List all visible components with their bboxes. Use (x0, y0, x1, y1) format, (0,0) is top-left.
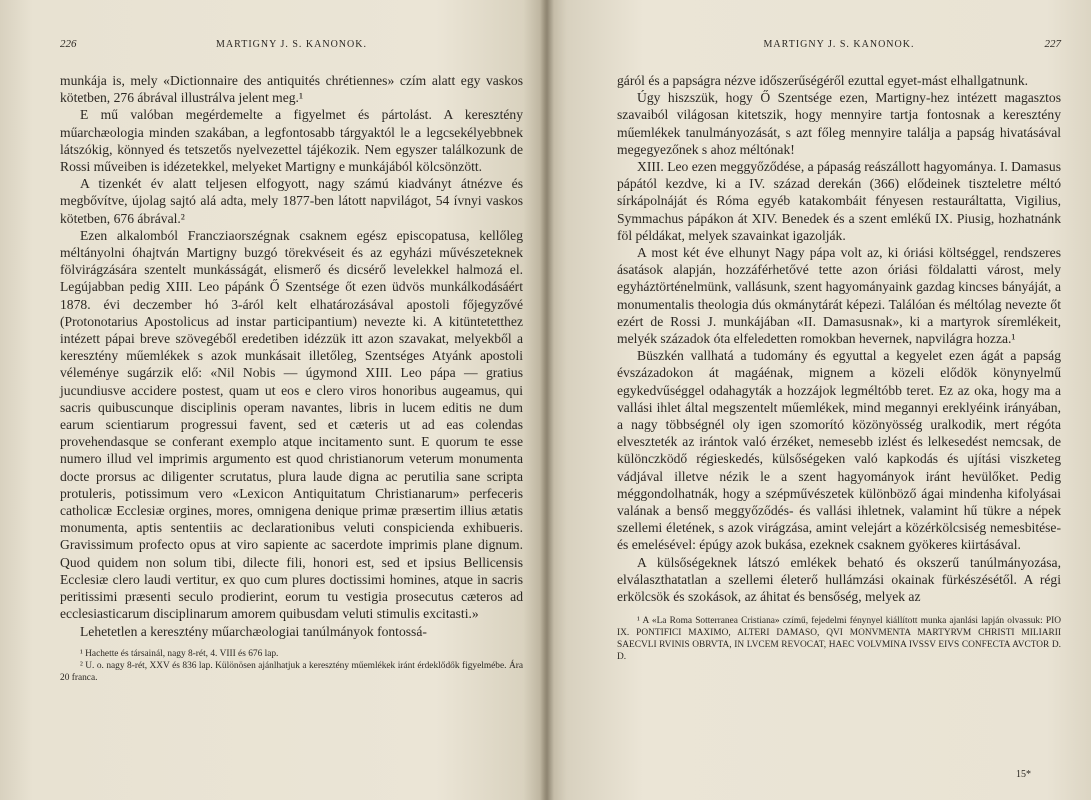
paragraph: munkája is, mely «Dictionnaire des antiquités chrétiennes» czím alatt egy vaskos kötetben, 276 ábrával illustrálva jelent meg.¹ (60, 73, 523, 106)
paragraph: A külsőségeknek látszó emlékek beható és okszerű tanúlmányozása, elválaszthatatlan a szellemi életerő hullámzási okainak fürkészésétől. A régi erkölcsök és szokások, az áhitat és bensőség, melyek az (617, 554, 1061, 605)
book-gutter (540, 0, 554, 800)
paragraph: A tizenkét év alatt teljesen elfogyott, nagy számú kiadványt átnézve és megbővítve, újolag sajtó alá adta, mely 1877-ben látott napvilágot, 54 ívnyi vaskos kötetben, 676 ábrával.² (60, 176, 523, 226)
right-page (545, 0, 1091, 800)
paragraph: XIII. Leo ezen meggyőződése, a pápaság reászállott hagyománya. I. Damasus pápától kezdve, ki a IV. század derekán (366) elődeinek tiszteletre méltó sírkápolnáját és Róma egyéb katakombáit fényesen restauráltatta, Vigilius, Symmachus pápákon át XIV. Benedek és a szent emlékű IX. Piusig, hozhatnánk föl példákat, melyek szavainkat igazolják. (617, 159, 1061, 243)
running-head: MARTIGNY J. S. KANONOK. (216, 39, 367, 50)
left-page-header (60, 38, 523, 50)
paragraph: Büszkén vallhatá a tudomány és egyuttal a kegyelet ezen ágát a papság évszázadokon át magáénak, mignem a közeli elődök könynyelmű egykedvűséggel odahagyták a hozzájok legméltóbb teret. Ez az oka, hogy ma a vallási ihlet által megszentelt műemlékek, mind megannyi ereklyéink irányában, a nagy többségnél oly igen szomorító közönyösség uralkodik, mert régóta elveszteték az irántok való érzéket, nemesebb izlést és lelkesedést nemcsak, de különczködő régieskedés, külsőségeken való kapkodás és ujítási viszketeg vádjával illetve nézik le a szent hagyományok iránt hevülőket. Pedig méggondolhatnák, hogy a szépművészetek különböző ágai mindenha kifolyásai valának a benső meggyőződés- és vallási ihletnek, valamint hű tükre a népek szellemi életének, s azok virágzása, amint velejárt a közérkölcsiség nemesbitése- és emelésével: épúgy azok bukása, ezeknek csaknem gyökeres kiirtásával. (617, 348, 1061, 553)
paragraph: Lehetetlen a keresztény műarchæologiai tanúlmányok fontossá- (80, 623, 427, 639)
footnote: ² U. o. nagy 8-rét, XXV és 836 lap. Különösen ajánlhatjuk a keresztény műemlékek iránt érdeklődők figyelmébe. Ára 20 franca. (60, 660, 523, 683)
page-number: 226 (60, 38, 77, 50)
footnote: ¹ Hachette és társainál, nagy 8-rét, 4. VIII és 676 lap. (80, 648, 279, 659)
right-page-body (617, 72, 1061, 605)
left-page (0, 0, 545, 800)
left-footnotes (60, 648, 523, 684)
paragraph: Úgy hiszszük, hogy Ő Szentsége ezen, Martigny-hez intézett magasztos szavaiból világosan kitetszik, hogy mennyire tartja fontosnak a keresztény műemlékek tanulmányozását, s azt főleg mennyire találja a papság hivatásával megegyezőnek s ahoz méltónak! (617, 90, 1061, 157)
paragraph: A most két éve elhunyt Nagy pápa volt az, ki óriási költséggel, rendszeres ásatások alapján, hozzáférhetővé tette azon óriási földalatti várost, mely egyháztörténelmünk, vallásunk, szent hagyományaink gazdag kincses bányáját, a monumentalis theologia dús okmánytárát képezi. Találóan és méltólag nevezte őt ezért de Rossi J. munkájában «II. Damasusnak», ki a martyrok síremlékeit, melyék századok óta elfeledetten romokban hevernek, napvilágra hozza.¹ (617, 245, 1061, 347)
left-page-body (60, 72, 523, 640)
signature-mark: 15* (1016, 769, 1031, 780)
running-head: MARTIGNY J. S. KANONOK. (763, 39, 915, 50)
paragraph: E mű valóban megérdemelte a figyelmet és pártolást. A keresztény műarchæologia minden szakában, a legfontosabb tárgyaktól le a legcsekélyebbnek látszókig, könnyed és tetszetős nyelvezettel tájékozik. Nem egyszer találkozunk de Rossi műveiben is idézetekkel, melyeket Martigny e munkájából kölcsönzött. (60, 107, 523, 175)
footnote: ¹ A «La Roma Sotterranea Cristiana» czímű, fejedelmi fénynyel kiállított munka ajanlási lapján olvassuk: PIO IX. PONTIFICI MAXIMO, ALTERI DAMASO, QVI MONVMENTA MARTYRVM CHRISTI MILIARII SAECVLI RVINIS OBRVTA, IN LVCEM REVOCAT, HAEC VOLVMINA IVSSV EIVS CONFECTA AVCTOR D. D. (617, 616, 1061, 663)
right-footnotes (617, 615, 1061, 663)
page-number: 227 (1044, 38, 1061, 50)
paragraph: gáról és a papságra nézve időszerűségéről ezuttal egyet-mást elhallgatnunk. (617, 73, 1029, 88)
paragraph: Ezen alkalomból Francziaorszégnak csaknem egész episcopatusa, kellőleg méltányolni óhajtván Martigny buzgó törekvéseit és az egyházi művészeteknek fölvirágzására szentelt munkásságát, elismerő és dicsérő levelekkel halmozá el. Legújabban pedig XIII. Leo pápánk Ő Szentsége őt ezen üdvös munkálkodásáért 1878. évi deczember hó 3-áról kelt elhatározásával apostoli főjegyzővé (Protonotarius Apostolicus ad instar participantium) nevezte ki. A kitüntetetthez intézett pápai breve szövegéből eredetiben idézzük itt azon szavakat, melyekből a keresztény műemlékek s azok munkásait illetőleg, Szentséges Atyánk apostoli véleménye sugárzik elő: «Nil Nobis — úgymond XIII. Leo pápa — gratius jucundiusve accidere postest, quam ut eos e clero viros honoribus augeamus, qui sacris quibuscunque disciplinis operam navantes, libris in lucem editis ne dum earum scientiarum progressui favent, sed et cæteris ut ad eas colendas provehendasque se conferant exemplo atque incitamento sunt. E quorum te esse numero illud vel imprimis argumento est quod christianorum veterum monumenta docte prorsus ac diligenter scrutatus, plura laude digna ac perutilia sane scripta protuleris, potissimum vero «Lexicon Antiquitatum Christianarum» perfeceris catholicæ Ecclesiæ orgines, mores, omnigena denique primæ præsertim illius ætatis monumenta, aptis sententiis ac declarationibus veluti conspicienda exhibueris. Gravissimum profecto opus at viro sapiente ac sacerdote imprimis plane dignum. Quod quidem non solum tibi, dilecte fili, honori est, sed et ipsius Bellicensis Ecclesiæ clero laudi vertitur, ex quo cum plures doctissimi homines, atque in sacris peritissimi præsenti seculo prodierint, eorum tu vestigia prosecutus cæteros ad ecclesiasticarum disciplinarum amorem quibusdam veluti stimulis excitasti.» (60, 227, 523, 622)
right-page-header (617, 38, 1061, 50)
